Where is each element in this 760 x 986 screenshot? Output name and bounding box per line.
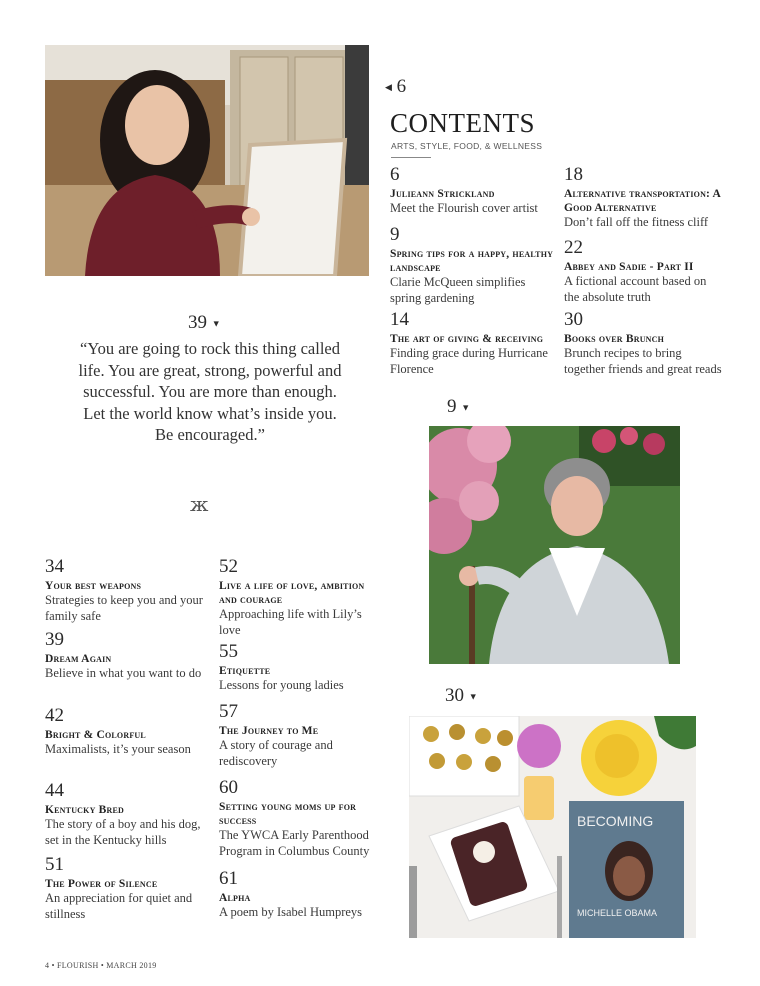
quote-page-pointer: 39 ▼ xyxy=(188,312,221,333)
book-author: MICHELLE OBAMA xyxy=(577,908,658,918)
entry-description: An appreciation for quiet and stillness xyxy=(45,891,193,921)
entry-title: Spring tips for a happy, healthy landscape xyxy=(390,248,554,274)
entry-page-number: 9 xyxy=(390,224,400,245)
brunch-photo xyxy=(409,716,696,938)
entry-page-number: 14 xyxy=(390,309,409,330)
toc-entry[interactable] xyxy=(219,869,384,921)
entry-title: Bright & Colorful xyxy=(45,729,146,741)
entry-title: Books over Brunch xyxy=(564,333,665,345)
entry-page-number: 51 xyxy=(45,854,64,875)
pointer-down-icon: ▼ xyxy=(211,318,221,329)
entry-description: A fictional account based on the absolute truth xyxy=(564,274,707,304)
toc-entry[interactable] xyxy=(219,778,384,859)
entry-title: Etiquette xyxy=(219,665,271,677)
entry-title: Your best weapons xyxy=(45,580,142,592)
entry-description: A story of courage and rediscovery xyxy=(219,738,333,768)
brunch-photo-pointer: 30 ▼ xyxy=(445,685,478,706)
entry-page-number: 22 xyxy=(564,237,583,258)
toc-entry[interactable] xyxy=(390,310,558,377)
entry-description: Lessons for young ladies xyxy=(219,678,344,692)
entry-page-number: 57 xyxy=(219,701,238,722)
entry-title: The art of giving & receiving xyxy=(390,333,544,345)
contents-subtitle: ARTS, STYLE, FOOD, & WELLNESS xyxy=(391,141,543,151)
entry-description: Strategies to keep you and your family safe xyxy=(45,593,203,623)
entry-page-number: 44 xyxy=(45,780,64,801)
toc-entry[interactable] xyxy=(564,238,724,305)
toc-entry[interactable] xyxy=(45,855,205,922)
toc-entry[interactable] xyxy=(45,557,205,624)
entry-page-number: 61 xyxy=(219,868,238,889)
pointer-down-icon: ▼ xyxy=(461,402,471,413)
entry-title: Abbey and Sadie - Part II xyxy=(564,261,694,273)
entry-description: Clarie McQueen simplifies spring gardening xyxy=(390,275,526,305)
pointer-down-icon: ▼ xyxy=(468,691,478,702)
entry-page-number: 6 xyxy=(390,164,400,185)
entry-description: Brunch recipes to bring together friends and great reads xyxy=(564,346,722,376)
toc-entry[interactable] xyxy=(45,630,205,682)
entry-page-number: 42 xyxy=(45,705,64,726)
entry-page-number: 34 xyxy=(45,556,64,577)
entry-page-number: 55 xyxy=(219,641,238,662)
toc-entry[interactable] xyxy=(564,165,724,231)
title-divider xyxy=(391,157,431,158)
entry-description: Don’t fall off the fitness cliff xyxy=(564,215,709,229)
entry-title: Alternative transportation: A Good Alternative xyxy=(564,188,721,214)
toc-entry[interactable] xyxy=(219,642,384,694)
toc-entry[interactable] xyxy=(564,310,724,377)
entry-description: The YWCA Early Parenthood Program in Columbus County xyxy=(219,828,370,858)
toc-entry[interactable] xyxy=(45,706,205,758)
entry-description: Finding grace during Hurricane Florence xyxy=(390,346,548,376)
entry-title: The Journey to Me xyxy=(219,725,319,737)
book-title: BECOMING xyxy=(577,813,654,829)
entry-description: Maximalists, it’s your season xyxy=(45,742,191,756)
entry-description: Approaching life with Lily’s love xyxy=(219,607,362,637)
entry-title: Setting young moms up for success xyxy=(219,801,357,827)
page-pointer: ◀ 6 xyxy=(385,76,407,97)
entry-description: Meet the Flourish cover artist xyxy=(390,201,538,215)
toc-entry[interactable] xyxy=(219,557,384,638)
toc-entry[interactable] xyxy=(45,781,205,848)
ornament-icon: ж xyxy=(190,492,209,516)
contents-title: CONTENTS xyxy=(390,108,535,138)
entry-title: Julieann Strickland xyxy=(390,188,495,200)
entry-title: Dream Again xyxy=(45,653,112,665)
gardener-photo xyxy=(429,426,680,664)
entry-page-number: 60 xyxy=(219,777,238,798)
entry-page-number: 52 xyxy=(219,556,238,577)
entry-description: A poem by Isabel Humpreys xyxy=(219,905,363,919)
page-footer: 4 • FLOURISH • MARCH 2019 xyxy=(45,961,157,970)
entry-title: Alpha xyxy=(219,892,251,904)
toc-entry[interactable] xyxy=(219,702,384,769)
entry-description: Believe in what you want to do xyxy=(45,666,202,680)
entry-description: The story of a boy and his dog, set in the Kentucky hills xyxy=(45,817,201,847)
entry-page-number: 30 xyxy=(564,309,583,330)
pull-quote: “You are going to rock this thing called life. You are great, strong, powerful and successful. You are more than enough. Let the world know what’s inside you. Be encouraged.” xyxy=(78,339,342,444)
entry-title: Kentucky Bred xyxy=(45,804,124,816)
entry-title: The Power of Silence xyxy=(45,878,158,890)
entry-title: Live a life of love, ambition and courage xyxy=(219,580,365,606)
toc-entry[interactable] xyxy=(390,225,555,306)
pointer-left-icon: ◀ xyxy=(385,82,392,93)
entry-page-number: 18 xyxy=(564,164,583,185)
entry-page-number: 39 xyxy=(45,629,64,650)
artist-photo xyxy=(45,45,369,276)
gardener-photo-pointer: 9 ▼ xyxy=(447,396,471,417)
toc-entry[interactable] xyxy=(390,165,555,217)
